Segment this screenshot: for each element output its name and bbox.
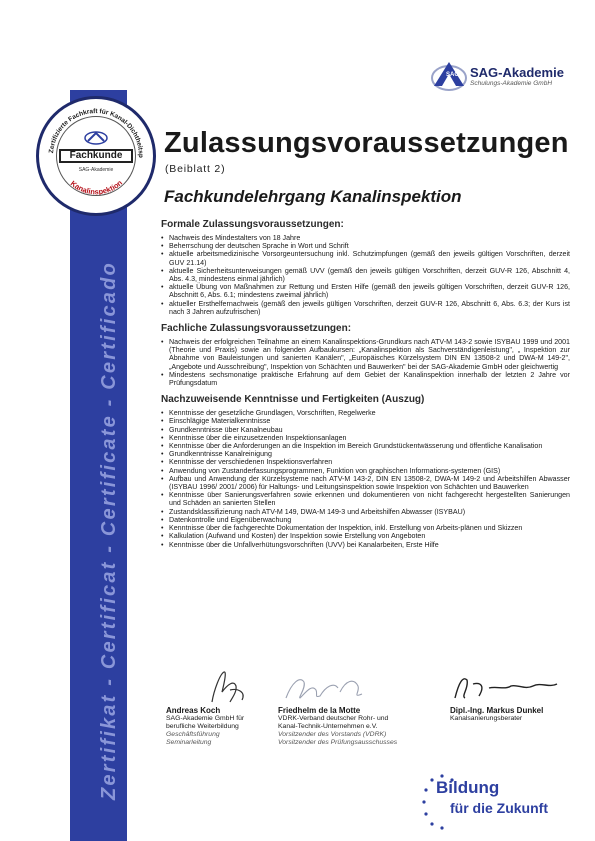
signatory-role: Seminarleitung — [166, 739, 212, 746]
list-item: • Kenntnisse über die fachgerechte Dokumentation der Inspektion, inkl. Erstellung von Arbeits-plänen und Skizzen — [160, 524, 570, 532]
signature-dunkel — [445, 666, 565, 706]
signatory-de-la-motte — [278, 706, 428, 747]
signatory-line: SAG-Akademie GmbH für — [166, 715, 245, 722]
list-item: • Nachweis des Mindestalters von 18 Jahre — [160, 234, 570, 242]
section-heading-technical: Fachliche Zulassungsvoraussetzungen: — [161, 323, 352, 335]
list-item: • aktueller Ersthelfernachweis (gemäß den jeweils gültigen Vorschriften, derzeit GUV-R 126, Abschnitt 6, Abs. 6.3; der Kurs ist nach 3 Jahren aufzufrischen) — [160, 300, 570, 316]
seal-org: SAG-Akademie — [78, 167, 114, 173]
list-item: • Aufbau und Anwendung der Kürzelsysteme nach ATV-M 143-2, DIN EN 13508-2, DWA-M 149-2 und Arbeitshilfen Abwasser (ISYBAU 1996/ 2001/ 2006) für Haltungs- und Leitungsinspektion sowie Inspektion von Schächten und Bauwerken — [160, 475, 570, 491]
list-item: • Grundkenntnisse über Kanalneubau — [160, 426, 570, 434]
list-item: • Kenntnisse über die Unfallverhütungsvorschriften (UVV) bei Kanalarbeiten, Erste Hilfe — [160, 541, 570, 549]
list-item: • Kenntnisse über die Anforderungen an die Inspektion im Bereich Grundstückentwässerung und öffentliche Kanalisation — [160, 442, 570, 450]
slogan-line2: für die Zukunft — [450, 800, 548, 816]
course-title: Fachkundelehrgang Kanalinspektion — [164, 187, 462, 206]
signatory-name: Andreas Koch — [166, 706, 221, 715]
page-title: Zulassungsvoraussetzungen — [164, 127, 569, 159]
list-item: • aktuelle Sicherheitsunterweisungen gemäß UVV (gemäß den jeweils gültigen Vorschriften, derzeit GUV-R 126, Abschnitt 4, Abs. 4.3, mindestens einmal jährlich) — [160, 267, 570, 283]
section-heading-skills: Nachzuweisende Kenntnisse und Fertigkeiten (Auszug) — [161, 394, 425, 406]
signatory-koch — [166, 706, 276, 747]
fachkunde-seal — [36, 96, 156, 216]
list-item: • Anwendung von Zustanderfassungsprogrammen, Funktion von graphischen Informations-systemen (GIS) — [160, 467, 570, 475]
svg-text:SAG: SAG — [446, 72, 460, 78]
skills-list — [160, 409, 570, 548]
list-item: • Zustandsklassifizierung nach ATV-M 149, DWA-M 149-3 und Arbeitshilfen Abwasser (ISYBAU) — [160, 508, 570, 516]
list-item: • Datenkontrolle und Eigenüberwachung — [160, 516, 570, 524]
signatory-line: VDRK-Verband deutscher Rohr- und — [278, 715, 389, 722]
seal-course-text: Kanalinspektion — [68, 178, 125, 197]
list-item: • Kalkulation (Aufwand und Kosten) der Inspektion sowie Erstellung von Angeboten — [160, 532, 570, 540]
slogan-line1: Bildung — [436, 778, 500, 797]
certificate-band-text: Zertifikat - Certificat - Certificate - Certificado — [98, 261, 120, 800]
signatory-line: berufliche Weiterbildung — [166, 723, 239, 730]
signatory-name: Dipl.-Ing. Markus Dunkel — [450, 706, 544, 715]
list-item: • aktuelle Übung von Maßnahmen zur Rettung und Ersten Hilfe (gemäß den jeweils gültigen Vorschriften, derzeit GUV-R 126, Abschnitt 6, Abs. 6.1; mindestens zweimal jährlich) — [160, 283, 570, 299]
signature-koch — [194, 662, 274, 710]
signature-block — [160, 662, 570, 762]
signatory-line: Kanalsanierungsberater — [450, 715, 523, 722]
list-item: • Nachweis der erfolgreichen Teilnahme an einem Kanalinspektions-Grundkurs nach ATV-M 143-2 sowie ISYBAU 1999 und 2001 (Theorie und Praxis) sowie an folgenden Aufbaukursen: „Kanalinspektion als Sachverständigenleistung", „ Inspektion zur Abnahme von Bauleistungen und sanierten Kanälen", „Europäisches Kürzelsystem DIN EN 13508-2 und DWA-M 149-2", „Angebote und Ausschreibung", Inspektion von Schächten und Bauwerken" bei der SAG-Akademie GmbH oder gleichwertig — [160, 338, 570, 371]
technical-requirements-list — [160, 338, 570, 387]
signatory-line: Kanal-Technik-Unternehmen e.V. — [278, 723, 378, 730]
seal-logo-icon — [83, 130, 109, 146]
logo-name: SAG-Akademie — [470, 65, 564, 80]
list-item: • Kenntnisse über die einzusetzenden Inspektionsanlagen — [160, 434, 570, 442]
seal-label: Fachkunde — [59, 149, 133, 163]
list-item: • Kenntnisse über Sanierungsverfahren sowie erkennen und dokumentieren von nicht fachgerecht hergestellten Sanierungen und Schäden an sanierten Stellen — [160, 491, 570, 507]
list-item: • Grundkenntnisse Kanalreinigung — [160, 450, 570, 458]
seal-ring-text: Zertifizierte Fachkraft für Kanal-Dichtheitsp — [48, 108, 145, 158]
page-subtitle: (Beiblatt 2) — [165, 163, 226, 175]
list-item: • aktuelle arbeitsmedizinische Vorsorgeuntersuchung inkl. Schutzimpfungen (gemäß den jeweils gültigen Vorschriften, derzeit GUV 21.14) — [160, 250, 570, 266]
formal-requirements-list — [160, 234, 570, 316]
logo-subtitle: Schulungs-Akademie GmbH — [470, 80, 553, 87]
list-item: • Kenntnisse der verschiedenen Inspektionsverfahren — [160, 458, 570, 466]
signatory-dunkel — [450, 706, 570, 723]
signature-de-la-motte — [278, 668, 378, 708]
requirements-content — [160, 219, 570, 556]
section-heading-formal: Formale Zulassungsvoraussetzungen: — [161, 219, 344, 230]
list-item: • Mindestens sechsmonatige praktische Erfahrung auf dem Gebiet der Kanalinspektion innerhalb der letzten 2 Jahre vor Prüfungsdatum — [160, 371, 570, 387]
signatory-role: Vorsitzender des Prüfungsausschusses — [278, 739, 398, 746]
list-item: • Kenntnisse der gesetzliche Grundlagen, Vorschriften, Regelwerke — [160, 409, 570, 417]
signatory-role: Geschäftsführung — [166, 731, 220, 738]
sag-logo-icon — [430, 56, 468, 94]
list-item: • Beherrschung der deutschen Sprache in Wort und Schrift — [160, 242, 570, 250]
signatory-name: Friedhelm de la Motte — [278, 706, 361, 715]
signatory-role: Vorsitzender des Vorstands (VDRK) — [278, 731, 387, 738]
list-item: • Einschlägige Materialkenntnisse — [160, 417, 570, 425]
